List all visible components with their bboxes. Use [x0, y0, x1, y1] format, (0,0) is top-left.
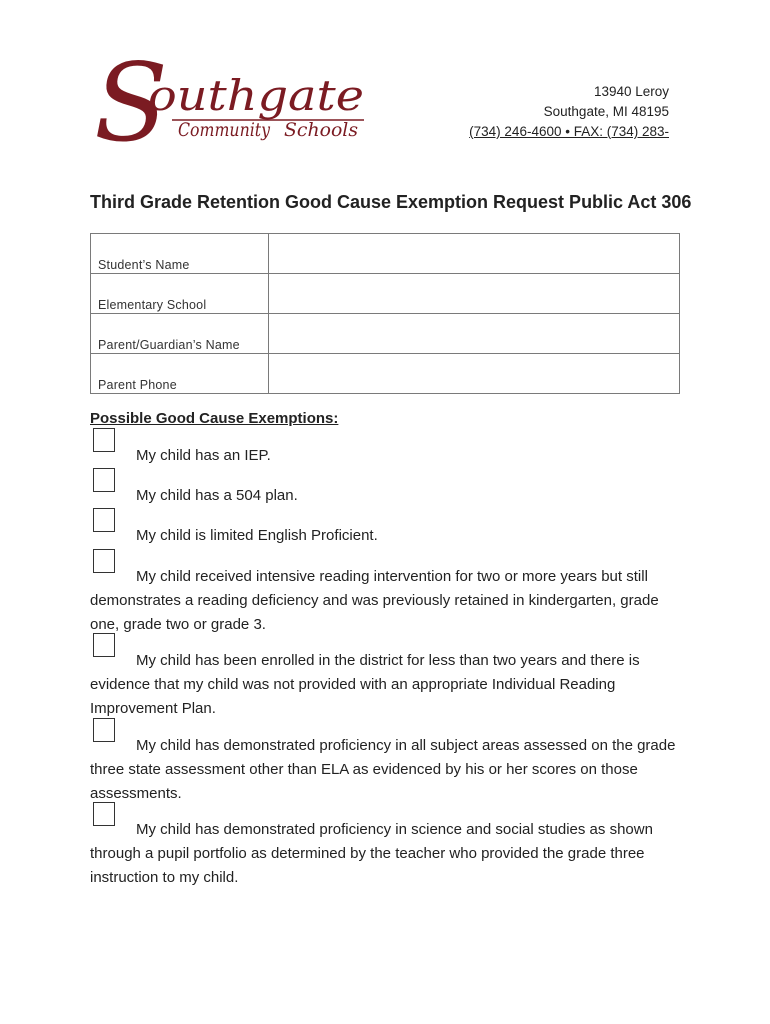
exemption-checkbox[interactable] — [93, 549, 115, 573]
parent-phone-label: Parent Phone — [91, 354, 269, 394]
exemption-text: My child has an IEP. — [136, 447, 271, 464]
exemption-text: My child is limited English Proficient. — [136, 527, 378, 544]
student-name-field[interactable] — [269, 234, 680, 274]
student-info-table — [90, 233, 680, 394]
exemption-item-intervention — [90, 565, 682, 637]
exemption-item-enrollment — [90, 649, 682, 721]
school-address — [469, 82, 669, 142]
svg-text:Community: Community — [178, 119, 271, 141]
exemption-checkbox[interactable] — [93, 633, 115, 657]
exemption-item-iep — [90, 444, 682, 468]
address-street: 13940 Leroy — [593, 84, 669, 99]
exemption-checkbox[interactable] — [93, 718, 115, 742]
elementary-school-field[interactable] — [269, 274, 680, 314]
parent-name-field[interactable] — [269, 314, 680, 354]
elementary-school-label: Elementary School — [91, 274, 269, 314]
table-row — [91, 234, 680, 274]
table-row — [91, 274, 680, 314]
student-name-label: Student’s Name — [91, 234, 269, 274]
exemption-checkbox[interactable] — [93, 468, 115, 492]
address-phone-fax: (734) 246-4600 • FAX: (734) 283- — [469, 124, 669, 139]
exemption-text: My child received intensive reading intervention for two or more years but still demonstrates a reading deficiency and was previously retained in kindergarten, grade one, grade two or grade 3. — [90, 568, 659, 633]
exemption-checkbox[interactable] — [93, 802, 115, 826]
form-title: Third Grade Retention Good Cause Exemption Request Public Act 306 — [90, 192, 692, 212]
svg-text:Schools: Schools — [284, 119, 359, 141]
exemption-item-504 — [90, 484, 682, 508]
exemption-item-state-assessment — [90, 734, 682, 806]
svg-text:S: S — [94, 48, 168, 158]
exemption-text: My child has been enrolled in the district for less than two years and there is evidence that my child was not provided with an appropriate Individual Reading Improvement Plan. — [90, 652, 640, 717]
exemption-text: My child has a 504 plan. — [136, 487, 298, 504]
table-row — [91, 354, 680, 394]
exemption-text: My child has demonstrated proficiency in science and social studies as shown through a pupil portfolio as determined by the teacher who provided the grade three instruction to my child. — [90, 821, 653, 886]
exemptions-heading: Possible Good Cause Exemptions: — [90, 410, 339, 427]
exemption-item-portfolio — [90, 818, 682, 890]
parent-phone-field[interactable] — [269, 354, 680, 394]
exemption-item-lep — [90, 524, 682, 548]
svg-text:outhgate: outhgate — [148, 71, 364, 120]
exemption-checkbox[interactable] — [93, 428, 115, 452]
exemption-text: My child has demonstrated proficiency in all subject areas assessed on the grade three state assessment other than ELA as evidenced by his or her scores on those assessments. — [90, 737, 676, 802]
exemption-checkbox[interactable] — [93, 508, 115, 532]
southgate-logo — [92, 48, 372, 158]
parent-name-label: Parent/Guardian’s Name — [91, 314, 269, 354]
address-city: Southgate, MI 48195 — [543, 104, 669, 119]
table-row — [91, 314, 680, 354]
